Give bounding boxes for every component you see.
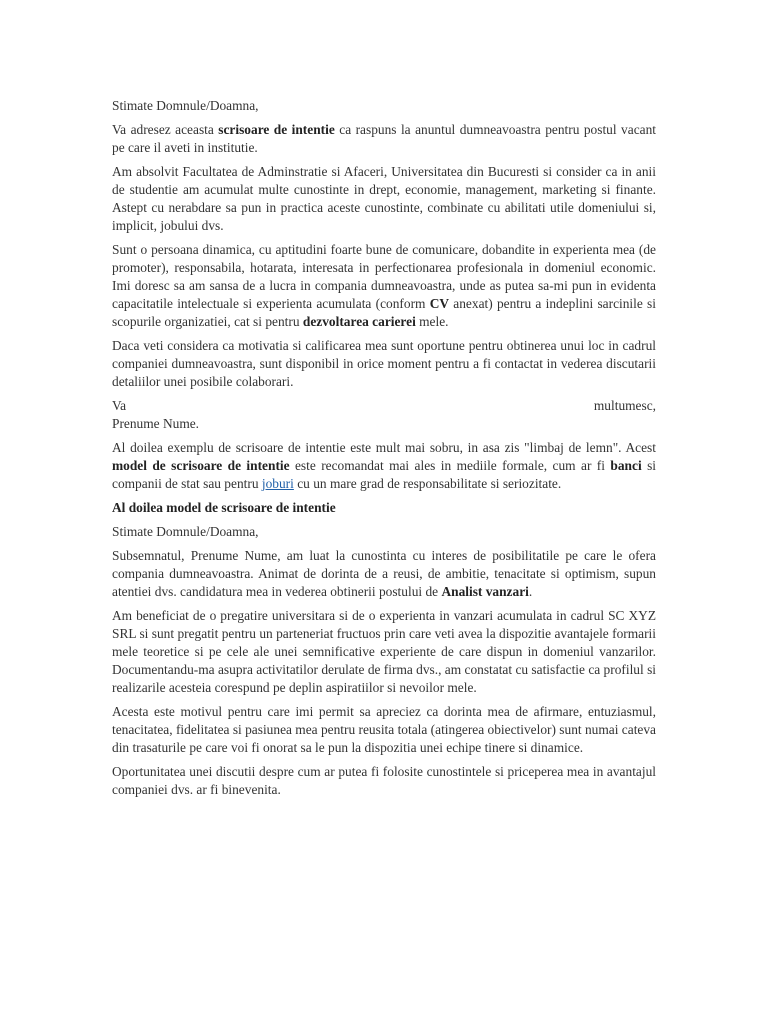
closing-left: Va <box>112 398 127 413</box>
letter2-paragraph-3: Acesta este motivul pentru care imi permit sa apreciez ca dorinta mea de afirmare, entuziasmul, tenacitatea, fidelitatea si pasiunea mea pentru reusita totala (atingerea obiectivelor) sunt numai cateva din trasaturile pe care voi fi onorat sa le pun la dispozitia unei echipe tinere si dinamice. <box>112 704 656 755</box>
text-run: Va adresez aceasta <box>112 122 219 137</box>
text-run: cu un mare grad de responsabilitate si seriozitate. <box>293 476 562 491</box>
bold-term: dezvoltarea carierei <box>302 314 416 329</box>
bold-term: CV <box>429 296 450 311</box>
text-run: este recomandat mai ales in mediile formale, cum ar fi <box>289 458 611 473</box>
text-run: si companii de stat sau pentru <box>112 458 657 491</box>
letter2-paragraph-2: Am beneficiat de o pregatire universitara si de o experienta in vanzari acumulata in cadrul SC XYZ SRL si sunt pregatit pentru un parteneriat fructuos prin care veti avea la dispozitie avantajele formarii mele teoretice si pe cele ale unei semnificative experiente de care dispun in domeniul vanzarilor. Documentandu-ma asupra activitatilor derulate de firma dvs., am constatat cu satisfactie ca profilul si realizarile acesteia corespund pe deplin aspiratiilor si nevoilor mele. <box>112 608 656 695</box>
document-page <box>112 97 656 805</box>
letter2-salutation: Stimate Domnule/Doamna, <box>112 524 259 539</box>
text-run: ca raspuns la anuntul dumneavoastra pentru postul vacant pe care il aveti in institutie. <box>112 122 656 155</box>
text-run: Al doilea exemplu de scrisoare de intentie este mult mai sobru, in asa zis "limbaj de lemn". Acest <box>112 440 656 455</box>
letter1-paragraph-2: Am absolvit Facultatea de Adminstratie si Afaceri, Universitatea din Bucuresti si consider ca in anii de studentie am acumulat multe cunostinte in drept, economie, management, marketing si finante. Astept cu nerabdare sa pun in practica aceste cunostinte, combinate cu abilitati utile domeniului si, implicit, jobului dvs. <box>112 164 656 233</box>
bold-term: banci <box>610 458 642 473</box>
letter1-paragraph-3 <box>112 241 656 331</box>
bold-term: scrisoare de intentie <box>218 122 335 137</box>
letter1-salutation: Stimate Domnule/Doamna, <box>112 98 259 113</box>
intro-paragraph <box>112 439 656 493</box>
text-run: Sunt o persoana dinamica, cu aptitudini foarte bune de comunicare, dobandite in experienta mea (de promoter), responsabila, hotarata, interesata in perfectionarea profesionala in domeniul economic. Imi doresc sa am sansa de a lucra in compania dumneavoastra, unde as putea sa-mi pun in evidenta capacitatile intelectuale si experienta acumulata (conform <box>112 242 656 311</box>
text-run: mele. <box>415 314 449 329</box>
text-run: anexat) pentru a indeplini sarcinile si scopurile organizatiei, cat si pentru <box>112 296 656 329</box>
text-run: Subsemnatul, Prenume Nume, am luat la cunostinta cu interes de posibilitatile pe care le ofera compania dumneavoastra. Animat de dorinta de a reusi, de ambitie, tenacitate si optimism, supun atentiei dvs. candidatura mea in vederea obtinerii postului de <box>112 548 656 599</box>
closing-right: multumesc, <box>593 398 656 413</box>
letter1-paragraph-1 <box>112 121 656 157</box>
letter1-paragraph-4: Daca veti considera ca motivatia si calificarea mea sunt oportune pentru obtinerea unui loc in cadrul companiei dumneavoastra, sunt disponibil in orice moment pentru a fi contactat in vederea discutarii detaliilor unei posibile colaborari. <box>112 338 656 389</box>
section-heading: Al doilea model de scrisoare de intentie <box>112 500 336 515</box>
joburi-link[interactable]: joburi <box>261 476 294 491</box>
bold-term: model de scrisoare de intentie <box>112 458 290 473</box>
letter1-signature: Prenume Nume. <box>112 416 200 431</box>
letter1-closing <box>112 397 656 415</box>
text-run: . <box>528 584 533 599</box>
letter2-paragraph-1 <box>112 547 656 601</box>
bold-term: Analist vanzari <box>441 584 529 599</box>
letter2-paragraph-4: Oportunitatea unei discutii despre cum ar putea fi folosite cunostintele si priceperea mea in avantajul companiei dvs. ar fi binevenita. <box>112 764 656 797</box>
closing-row <box>112 397 656 415</box>
